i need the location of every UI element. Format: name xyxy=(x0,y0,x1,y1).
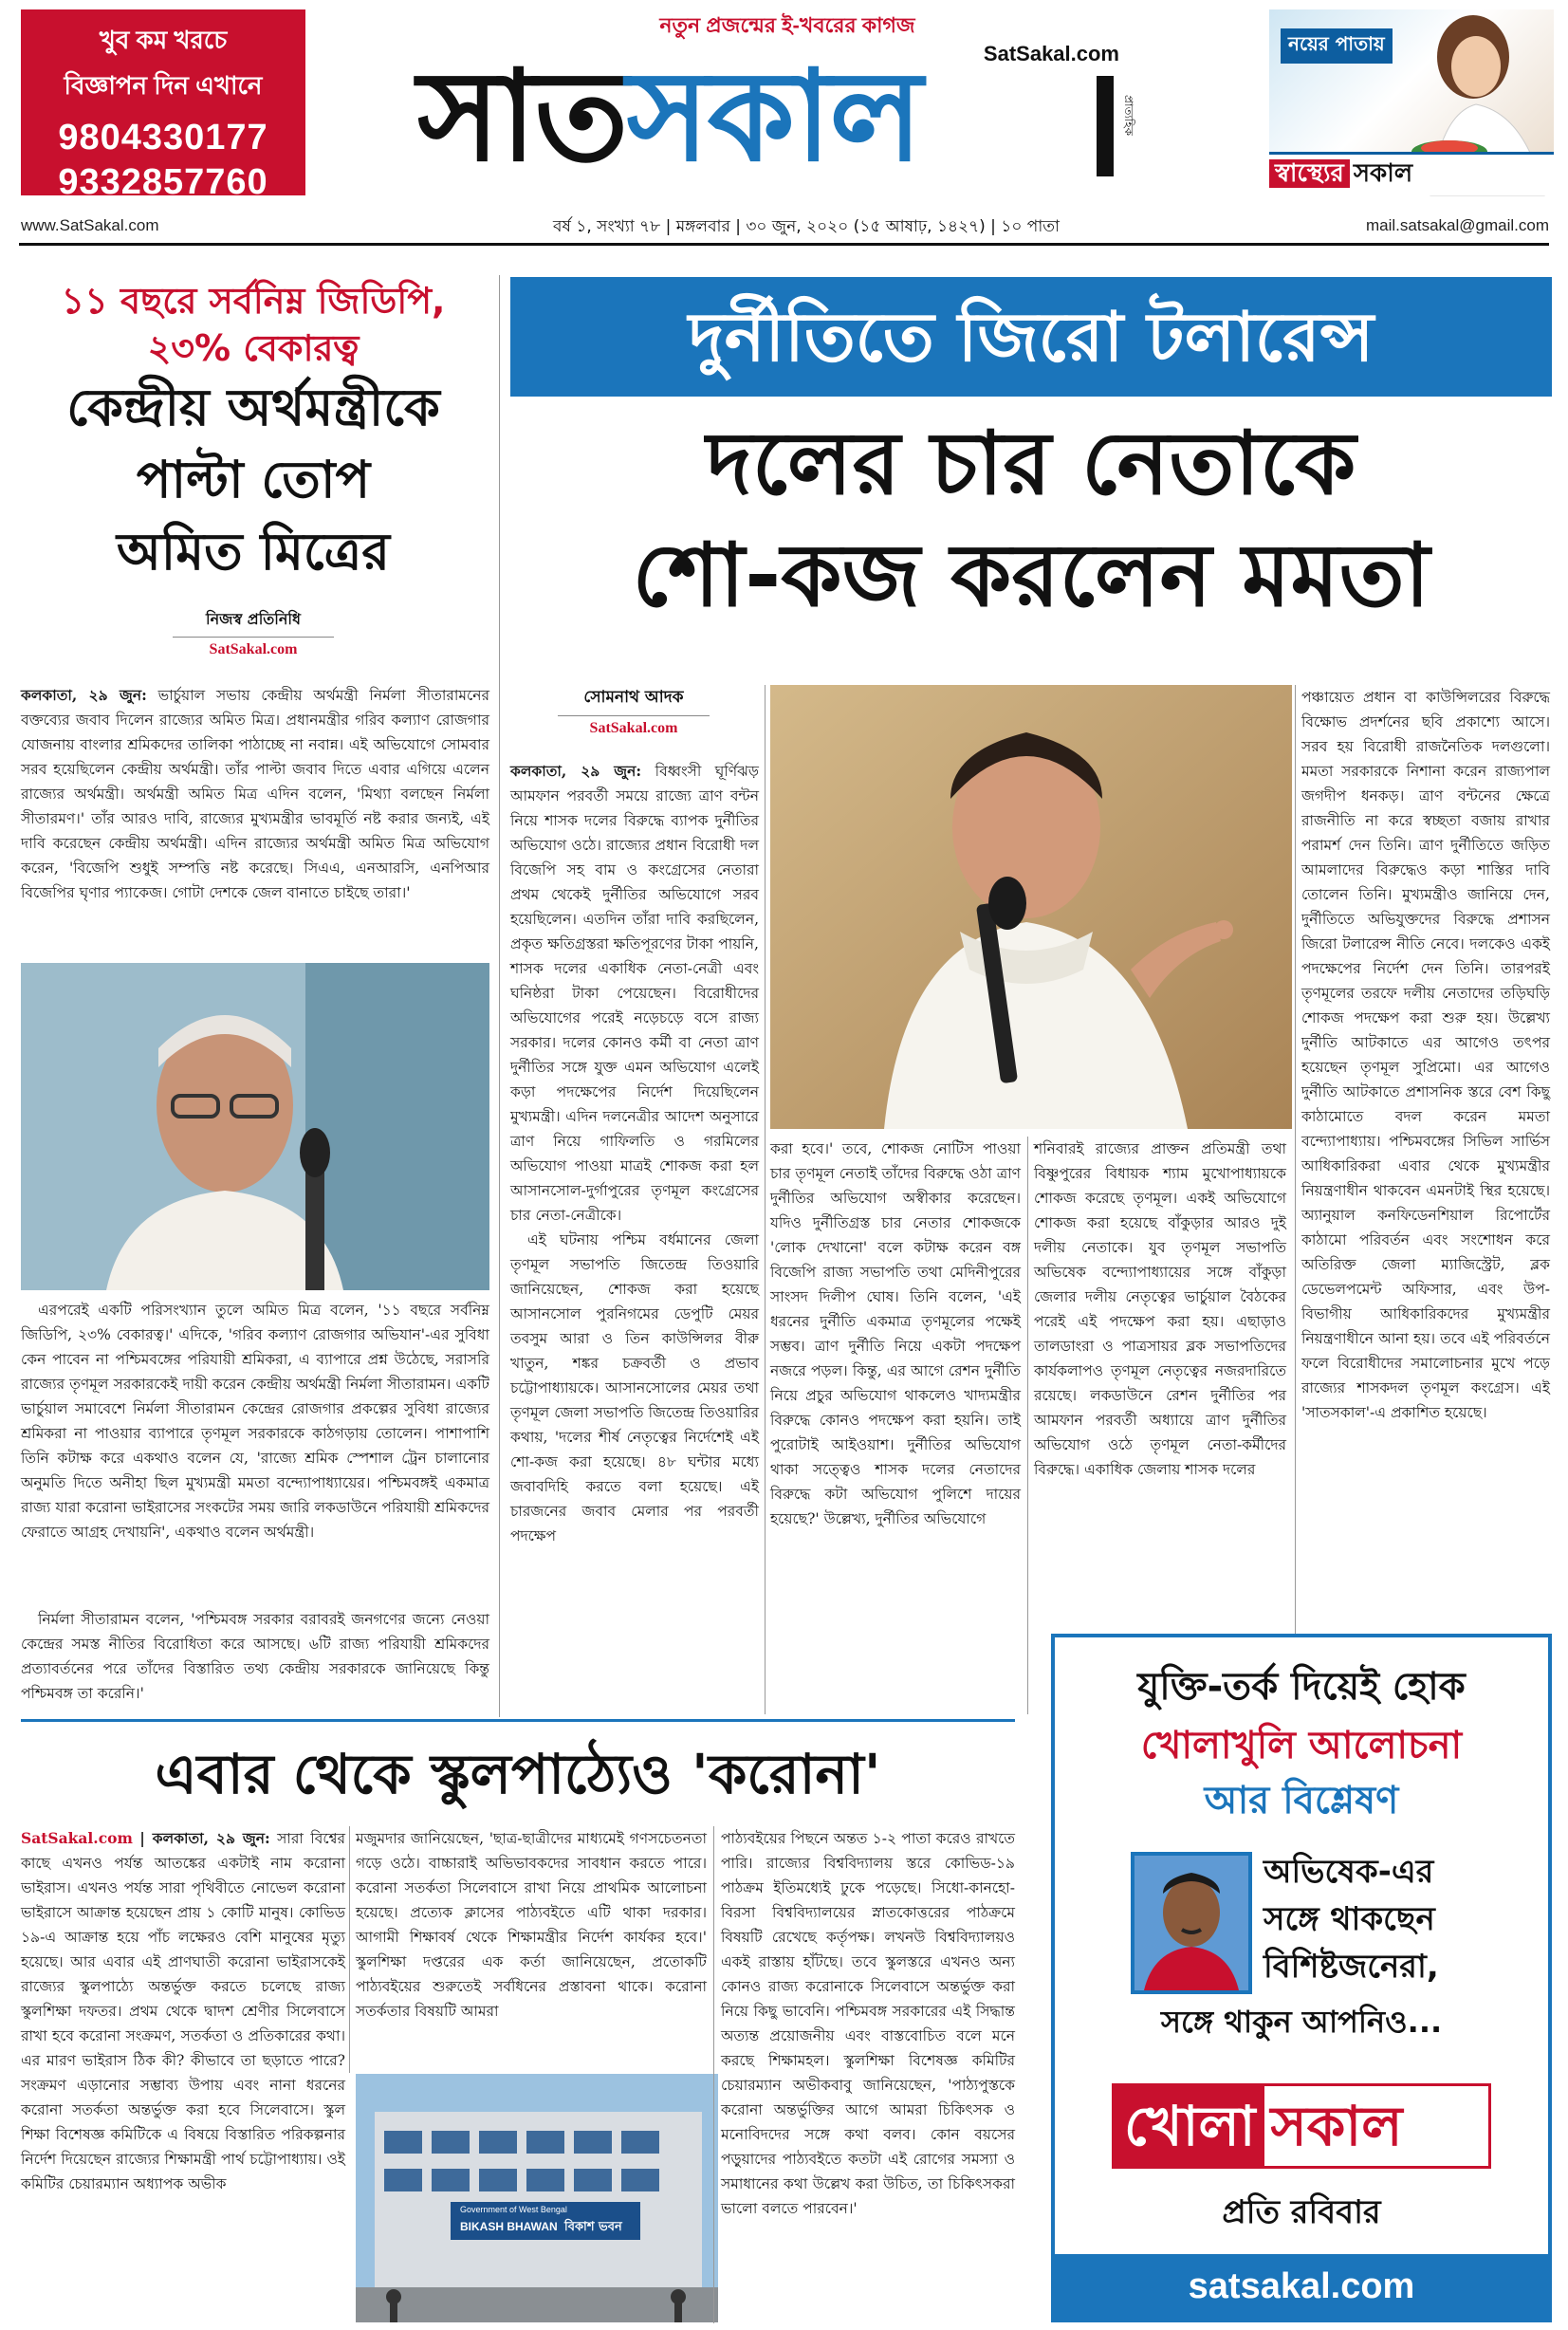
school-lead: | কলকাতা, ২৯ জুন: xyxy=(139,1829,270,1847)
masthead-title-part1: সাত xyxy=(417,44,627,190)
promo-text-2: সঙ্গে থাকছেন xyxy=(1264,1900,1435,1938)
school-col2-text: মজুমদার জানিয়েছেন, 'ছাত্র-ছাত্রীদের মাধ্যমেই গণসচেতনতা গড়ে ওঠে। বাচ্চারাই অভিভাবকদের সাবধান করতে পারে। করোনা সতর্কতা সিলেবাসে রাখা নিয়ে প্রাথমিক আলোচনা হয়েছে। প্রত্যেক ক্লাসের পাঠ্যবইতে এটি থাকা দরকার। আগামী শিক্ষাবর্ষ থেকে শিক্ষামন্ত্রীর নির্দেশ কার্যকর হবে।' স্কুলশিক্ষা দপ্তরের এক কর্তা জানিয়েছেন, প্রতোকটি পাঠ্যবইয়ের শুরুতেই সর্বধিনের প্রস্তাবনা থাকে। করোনা সতর্কতার বিষয়টি আমরা xyxy=(356,1830,707,2020)
bikash-bhawan-photo xyxy=(356,2074,718,2322)
photo-building-en: BIKASH BHAWAN xyxy=(460,2220,558,2233)
main-col3 xyxy=(1034,1137,1286,1713)
promo-brand-1: খোলা xyxy=(1115,2086,1264,2166)
left-para2 xyxy=(21,1298,489,1607)
main-col1-top xyxy=(510,759,759,1713)
promo-line2: খোলাখুলি আলোচনা xyxy=(1140,1724,1463,1767)
masthead-rule xyxy=(19,243,1549,246)
ad-right-top: নয়ের পাতায় xyxy=(1281,28,1393,64)
left-source[interactable]: SatSakal.com xyxy=(209,641,298,657)
ad-left-phone1: 9804330177 xyxy=(58,118,268,157)
promo-brand xyxy=(1112,2083,1491,2169)
left-para1-text: ভার্চুয়াল সভায় কেন্দ্রীয় অর্থমন্ত্রী নির্মলা সীতারামনের বক্তব্যের জবাব দিলেন রাজ্যের অমিত মিত্র। প্রধানমন্ত্রীর গরিব কল্যাণ রোজগার যোজনায় বাংলার শ্রমিকদের তালিকা পাঠাচ্ছে না নবান্ন। এই অভিযোগে সোমবার সরব হয়েছিলেন কেন্দ্রীয় অর্থমন্ত্রী। তাঁর পাল্টা জবাব দিতে এবার এগিয়ে এলেন রাজ্যের অর্থমন্ত্রী। অর্থমন্ত্রী অমিত মিত্র এদিন বলেন, 'মিথ্যা বলছেন নির্মলা সীতারমণ।' তাঁর আরও দাবি, রাজ্যের মুখ্যমন্ত্রীর ভাবমূর্তি নষ্ট করার জন্যই, এই দাবি করেছেন কেন্দ্রীয় অর্থমন্ত্রী। এদিন রাজ্যের অর্থমন্ত্রী অমিত মিত্র অভিযোগ করেন, 'বিজেপি শুধুই সম্পত্তি নষ্ট করেছে। সিএএ, এনআরসি, এনপিআর বিজেপির ঘৃণার প্যাকেজ। গোটা দেশকে জেল বানাতে চাইছে তারা।' xyxy=(21,687,489,901)
left-kicker-2: ২৩% বেকারত্ব xyxy=(147,327,360,369)
masthead-title-part2: সকাল xyxy=(626,44,921,190)
school-col2 xyxy=(356,1826,707,2069)
masthead-issue: বর্ষ ১, সংখ্যা ৭৮ | মঙ্গলবার | ৩০ জুন, ২০২০ (১৫ আষাঢ়, ১৪২৭) | ১০ পাতা xyxy=(553,217,1060,236)
promo-url: satsakal.com xyxy=(1188,2266,1415,2306)
left-para3 xyxy=(21,1607,489,1711)
amit-mitra-photo xyxy=(21,963,489,1290)
main-col2 xyxy=(770,1137,1021,1713)
ad-left-line2: বিজ্ঞাপন দিন এখানে xyxy=(64,71,263,100)
ad-right-part2: সকাল xyxy=(1353,159,1413,188)
left-para1 xyxy=(21,683,489,958)
masthead-logo[interactable] xyxy=(417,38,1138,190)
school-col1-top xyxy=(21,1826,345,2192)
left-headline-3: অমিত মিত্রের xyxy=(116,522,391,582)
school-col3 xyxy=(721,1826,1015,2323)
school-col3-text: পাঠ্যবইয়ের পিছনে অন্তত ১-২ পাতা করেও রাখতে পারি। রাজ্যের বিশ্ববিদ্যালয় স্তরে কোভিড-১৯ পাঠক্রম ইতিমধ্যেই ঢুকে পড়েছে। সিধো-কানহো-বিরসা বিশ্ববিদ্যালয়ের স্নাতকোত্তরের পাঠক্রমে বিষয়টি রেখেছে কর্তৃপক্ষ। লখনউ বিশ্ববিদ্যালয়ও একই রাস্তায় হাঁটছে। তবে স্কুলস্তরে এখনও অন্য কোনও রাজ্য করোনাকে সিলেবাসে অন্তর্ভুক্ত করা নিয়ে কিছু ভাবেনি। পশ্চিমবঙ্গ সরকারের এই সিদ্ধান্ত অত্যন্ত প্রয়োজনীয় এবং বাস্তবোচিত বলে মনে করছে শিক্ষামহল। স্কুলশিক্ষা বিশেষজ্ঞ কমিটির চেয়ারম্যান অভীকবাবু জানিয়েছেন, 'পাঠ্যপুস্তকে করোনা অন্তর্ভুক্তির আগে আমরা চিকিৎসক ও মনোবিদদের সঙ্গে কথা বলব। কোন বয়সের পড়ুয়াদের পাঠ্যবইতে কতটা এই রোগের সমস্যা ও সমাধানের কথা উল্লেখ করা উচিত, তা চিকিৎসকরা ভালো বলতে পারবেন।' xyxy=(721,1830,1015,2217)
left-headline-1: কেন্দ্রীয় অর্থমন্ত্রীকে xyxy=(66,378,440,437)
ad-left-phone2: 9332857760 xyxy=(58,162,268,202)
main-headline-2: শো-কজ করলেন মমতা xyxy=(632,525,1430,626)
promo-line3: আর বিশ্লেষণ xyxy=(1204,1779,1399,1822)
masthead-site: SatSakal.com xyxy=(983,42,1119,65)
photo-gov-label: Government of West Bengal xyxy=(460,2205,567,2214)
left-headline xyxy=(21,372,486,588)
ad-right[interactable] xyxy=(1269,9,1554,195)
photo-building-bn: বিকাশ ভবন xyxy=(564,2220,622,2234)
left-para1-lead: কলকাতা, ২৯ জুন: xyxy=(21,686,147,704)
left-byline: নিজস্ব প্রতিনিধি xyxy=(206,610,301,628)
main-headline xyxy=(510,408,1552,632)
promo-text-1: অভিষেক-এর xyxy=(1264,1853,1434,1891)
promo-text-4: সঙ্গে থাকুন আপনিও... xyxy=(1160,2004,1443,2040)
masthead-email[interactable]: mail.satsakal@gmail.com xyxy=(1366,216,1549,234)
promo-text-3: বিশিষ্টজনেরা, xyxy=(1264,1948,1439,1986)
ad-left[interactable] xyxy=(21,9,305,202)
left-para3-text: নির্মলা সীতারামন বলেন, 'পশ্চিমবঙ্গ সরকার বরাবরই জনগণের জন্যে নেওয়া কেন্দ্রের সমস্ত নীতির বিরোধিতা করে আসছে। ৬টি রাজ্য পরিযায়ী শ্রমিকদের প্রত্যাবর্তনের পরে তাঁদের বিস্তারিত তথ্য কেন্দ্রীয় সরকারকে জানিয়েছে কিন্তু পশ্চিমবঙ্গ তা করেনি।' xyxy=(21,1611,489,1702)
mamata-photo xyxy=(770,685,1292,1129)
promo-schedule: প্রতি রবিবার xyxy=(1222,2193,1381,2231)
promo-avatar xyxy=(1131,1852,1252,1994)
main-headline-1: দলের চার নেতাকে xyxy=(706,413,1356,514)
masthead-tagline: নতুন প্রজন্মের ই-খবরের কাগজ xyxy=(659,13,915,37)
main-col3-text: শনিবারই রাজ্যের প্রাক্তন প্রতিমন্ত্রী তথা বিষ্ণুপুরের বিধায়ক শ্যাম মুখোপাধ্যায়কে শোকজ করেছে তৃণমূল। একই অভিযোগে শোকজ করা হয়েছে বাঁকুড়ার আরও দুই দলীয় নেতাকে। যুব তৃণমূল সভাপতি অভিষেক বন্দ্যোপাধ্যায়ের সঙ্গে বাঁকুড়া জেলার দলীয় নেতৃত্বের ভার্চুয়াল বৈঠকের পরেই এই পদক্ষেপ করা হয়। এছাড়াও তালডাংরা ও পাত্রসায়র ব্লক সভাপতিদের কার্যকলাপও তৃণমূল নেতৃত্বের নজরদারিতে রয়েছে। লকডাউনে রেশন দুর্নীতির পর আমফান পরবর্তী অধ্যায়ে ত্রাণ দুর্নীতির অভিযোগ ওঠে তৃণমূল নেতা-কর্মীদের বিরুদ্ধে। একাধিক জেলায় শাসক দলের xyxy=(1034,1140,1286,1478)
main-banner xyxy=(510,277,1552,397)
ad-left-line1: খুব কম খরচে xyxy=(99,26,228,54)
main-byline: সোমনাথ আদক xyxy=(583,688,684,707)
left-kicker xyxy=(21,277,486,372)
masthead-side-label: প্রাত্যহিক xyxy=(1122,95,1135,137)
promo-brand-2: সকাল xyxy=(1270,2094,1403,2158)
promo-text xyxy=(1264,1848,1552,1990)
left-kicker-1: ১১ বছরে সর্বনিম্ন জিডিপি, xyxy=(61,280,446,322)
masthead-website[interactable]: www.SatSakal.com xyxy=(21,216,159,234)
main-col1b-text: এই ঘটনায় পশ্চিম বর্ধমানের জেলা তৃণমূল সভাপতি জিতেন্দ্র তিওয়ারি জানিয়েছেন, শোকজ করা হয়েছে আসানসোল পুরনিগমের ডেপুটি মেয়র তবসুম আরা ও তিন কাউন্সিলর বীরু খাতুন, শঙ্কর চক্রবর্তী ও প্রভাব চট্টোপাধ্যায়কে। আসানসোলের মেয়র তথা তৃণমূল জেলা সভাপতি জিতেন্দ্র তিওয়ারির কথায়, 'দলের শীর্ষ নেতৃত্বের নির্দেশেই এই শো-কজ করা হয়েছে। ৪৮ ঘন্টার মধ্যে জবাবদিহি করতে বলা হয়েছে। এই চারজনের জবাব মেলার পর পরবর্তী পদক্ষেপ xyxy=(510,1231,759,1544)
main-banner-text: দুর্নীতিতে জিরো টলারেন্স xyxy=(688,297,1374,377)
left-headline-2: পাল্টা তোপ xyxy=(136,450,371,509)
left-para2-text: এরপরেই একটি পরিসংখ্যান তুলে অমিত মিত্র বলেন, '১১ বছরে সর্বনিম্ন জিডিপি, ২৩% বেকারত্ব।' এদিকে, 'গরিব কল্যাণ রোজগার অভিযান'-এর সুবিধা কেন পাবেন না পশ্চিমবঙ্গের পরিযায়ী শ্রমিকরা, এ ব্যাপারে প্রশ্ন উঠেছে, সরাসরি রাজ্যের তৃণমূল সরকারকেই দায়ী করেন কেন্দ্রীয় অর্থমন্ত্রী নির্মলা সীতারামন। একটি ভার্চুয়াল সমাবেশে নির্মলা সীতারামন কেন্দ্রের রোজগার প্রকল্পের সুবিধা রাজ্যের শ্রমিকরা না পাওয়ার ব্যাপারে তৃণমূল সরকারকে কাঠগড়ায় তোলেন। পাশাপাশি তিনি কটাক্ষ করে একথাও বলেন যে, 'রাজ্যে শ্রমিক স্পেশাল ট্রেন চালানোর অনুমতি দিতে অনীহা ছিল মুখ্যমন্ত্রী মমতা বন্দ্যোপাধ্যায়ের। পশ্চিমবঙ্গই একমাত্র রাজ্য যারা করোনা ভাইরাসের সংকটের সময় জারি লকডাউনে পরিযায়ী শ্রমিকদের ফেরাতে আগ্রহ দেখায়নি', একথাও বলেন অর্থমন্ত্রী। xyxy=(21,1302,489,1541)
main-col2-text: করা হবে।' তবে, শোকজ নোটিস পাওয়া চার তৃণমূল নেতাই তাঁদের বিরুদ্ধে ওঠা ত্রাণ দুর্নীতির অভিযোগ অস্বীকার করেছেন। যদিও দুর্নীতিগ্রস্ত চার নেতার শোকজকে 'লোক দেখানো' বলে কটাক্ষ করেন বঙ্গ বিজেপি রাজ্য সভাপতি তথা মেদিনীপুরের সাংসদ দিলীপ ঘোষ। তিনি বলেন, 'এই ধরনের দুর্নীতি একমাত্র তৃণমূলের পক্ষেই সম্ভব। ত্রাণ দুর্নীতি নিয়ে একটা পদক্ষেপ নজরে পড়ল। কিন্তু, এর আগে রেশন দুর্নীতি নিয়ে প্রচুর অভিযোগ থাকলেও খাদ্যমন্ত্রীর বিরুদ্ধে কোনও পদক্ষেপ করা হয়নি। তাই পুরোটাই আইওয়াশ। দুর্নীতির অভিযোগ থাকা সত্ত্বেও শাসক দলের নেতাদের বিরুদ্ধে কটা অভিযোগ পুলিশে দায়ের হয়েছে?' উল্লেখ্য, দুর্নীতির অভিযোগে xyxy=(770,1140,1021,1527)
promo-line1: যুক্তি-তর্ক দিয়েই হোক xyxy=(1137,1665,1466,1709)
main-col1-text: বিধ্বংসী ঘূর্ণিঝড় আমফান পরবর্তী সময়ে রাজ্যে ত্রাণ বন্টন নিয়ে শাসক দলের বিরুদ্ধে ব্যাপক দুর্নীতির অভিযোগ ওঠে। রাজ্যের প্রধান বিরোধী দল বিজেপি সহ বাম ও কংগ্রেসের নেতারা প্রথম থেকেই দুর্নীতির অভিযোগে সরব হয়েছিলেন। এতদিন তাঁরা দাবি করছিলেন, প্রকৃত ক্ষতিগ্রস্তরা ক্ষতিপূরণের টাকা পায়নি, শাসক দলের একাধিক নেতা-নেত্রী এবং ঘনিষ্ঠরা টাকা পেয়েছেন। বিরোধীদের অভিযোগের পরেই নড়েচড়ে বসে রাজ্য সরকার। দলের কোনও কর্মী বা নেতা ত্রাণ দুর্নীতির সঙ্গে যুক্ত এমন অভিযোগ এলেই কড়া পদক্ষেপের নির্দেশ দিয়েছিলেন মুখ্যমন্ত্রী। এদিন দলনেত্রীর আদেশ অনুসারে ত্রাণ নিয়ে গাফিলতি ও গরমিলের অভিযোগ পাওয়া মাত্রই শোকজ করা হল আসানসোল-দুর্গাপুরের তৃণমূল কংগ্রেসের চার নেতা-নেত্রীকে। xyxy=(510,763,759,1224)
column-rule-left xyxy=(499,275,500,1717)
school-source[interactable]: SatSakal.com xyxy=(21,1829,133,1847)
main-col1-lead: কলকাতা, ২৯ জুন: xyxy=(510,762,642,780)
section-rule xyxy=(21,1719,1015,1722)
school-col1-text: সারা বিশ্বের কাছে এখনও পর্যন্ত আতঙ্কের একটাই নাম করোনা ভাইরাস। এখনও পর্যন্ত সারা পৃথিবীতে নোভেল করোনা ভাইরাসে আক্রান্ত হয়েছেন প্রায় ১ কোটি মানুষ। কোভিড ১৯-এ আক্রান্ত হয়ে পাঁচ লক্ষেরও বেশি মানুষের মৃত্যু হয়েছে। আর এবার এই প্রাণঘাতী করোনা ভাইরাসকেই রাজ্যের স্কুলপাঠ্যে অন্তর্ভুক্ত করতে চলেছে রাজ্য স্কুলশিক্ষা দফতর। প্রথম থেকে দ্বাদশ শ্রেণীর সিলেবাসে রাখা হবে করোনা সংক্রমণ, সতর্কতা ও প্রতিকারের কথা। এর মারণ ভাইরাস ঠিক কী? কীভাবে তা ছড়াতে পারে? সংক্রমণ এড়ানোর সম্ভাব্য উপায় এবং নানা ধরনের করোনা সতর্কতা অন্তর্ভুক্ত করা হবে সিলেবাসে। স্কুল শিক্ষা বিশেষজ্ঞ কমিটিকে এ বিষয়ে বিস্তারিত পরিকল্পনার নির্দেশ দিয়েছেন রাজ্যের শিক্ষামন্ত্রী পার্থ চট্টোপাধ্যায়। ওই কমিটির চেয়ারম্যান অধ্যাপক অভীক xyxy=(21,1830,345,2192)
main-source[interactable]: SatSakal.com xyxy=(589,720,678,736)
main-col4-text: পঞ্চায়েত প্রধান বা কাউন্সিলরের বিরুদ্ধে বিক্ষোভ প্রদর্শনের ছবি প্রকাশ্যে আসে। সরব হয় বিরোধী রাজনৈতিক দলগুলো। মমতা সরকারকে নিশানা করেন রাজ্যপাল জগদীপ ধনকড়। ত্রাণ বন্টনের ক্ষেত্রে রাজনীতি না করে স্বচ্ছতা বজায় রাখার পরামর্শ দেন তিনি। ত্রাণ দুর্নীতিতে জড়িত আমলাদের বিরুদ্ধেও কড়া শাস্তির দাবি তোলেন তিনি। মুখ্যমন্ত্রীও জানিয়ে দেন, দুর্নীতিতে অভিযুক্তদের বিরুদ্ধে প্রশাসন জিরো টলারেন্স নীতি নেবে। দলকেও একই পদক্ষেপের নির্দেশ দেন তিনি। তারপরই তৃণমূলের তরফে দলীয় নেতাদের তড়িঘড়ি শোকজ পদক্ষেপ করা শুরু হয়। উল্লেখ্য দুর্নীতি আটকাতে এর আগেও তৎপর হয়েছেন তৃণমূল সুপ্রিমো। এর আগেও দুর্নীতি আটকাতে প্রশাসনিক স্তরে বেশ কিছু কাঠামোতে বদল করেন মমতা বন্দ্যোপাধ্যায়। পশ্চিমবঙ্গের সিভিল সার্ভিস আধিকারিকরা এবার থেকে মুখ্যমন্ত্রীর নিয়ন্ত্রণাধীন থাকবেন এমনটাই স্থির হয়েছে। অ্যানুয়াল কনফিডেনশিয়াল রিপোর্টের কাঠামো পরিবর্তন এবং সংশোধন করে অতিরিক্ত জেলা ম্যাজিস্ট্রেট, ব্লক ডেভেলপমেন্ট অফিসার, এবং উপ-বিভাগীয় আধিকারিকদের মুখ্যমন্ত্রীর নিয়ন্ত্রণাধীনে আনা হয়। তবে এই পরিবর্তনে ফলে বিরোধীদের সমালোচনার মুখে পড়ে রাজ্যের শাসকদল তৃণমূল কংগ্রেস। এই 'সাতসকাল'-এ প্রকাশিত হয়েছে। xyxy=(1301,689,1550,1421)
promo-url-bar[interactable] xyxy=(1055,2254,1548,2319)
ad-right-part1: স্বাস্থ্যের xyxy=(1269,159,1350,188)
promo-box[interactable] xyxy=(1051,1634,1552,2322)
main-col4 xyxy=(1301,685,1550,1628)
school-headline: এবার থেকে স্কুলপাঠ্যেও 'করোনা' xyxy=(155,1742,881,1806)
